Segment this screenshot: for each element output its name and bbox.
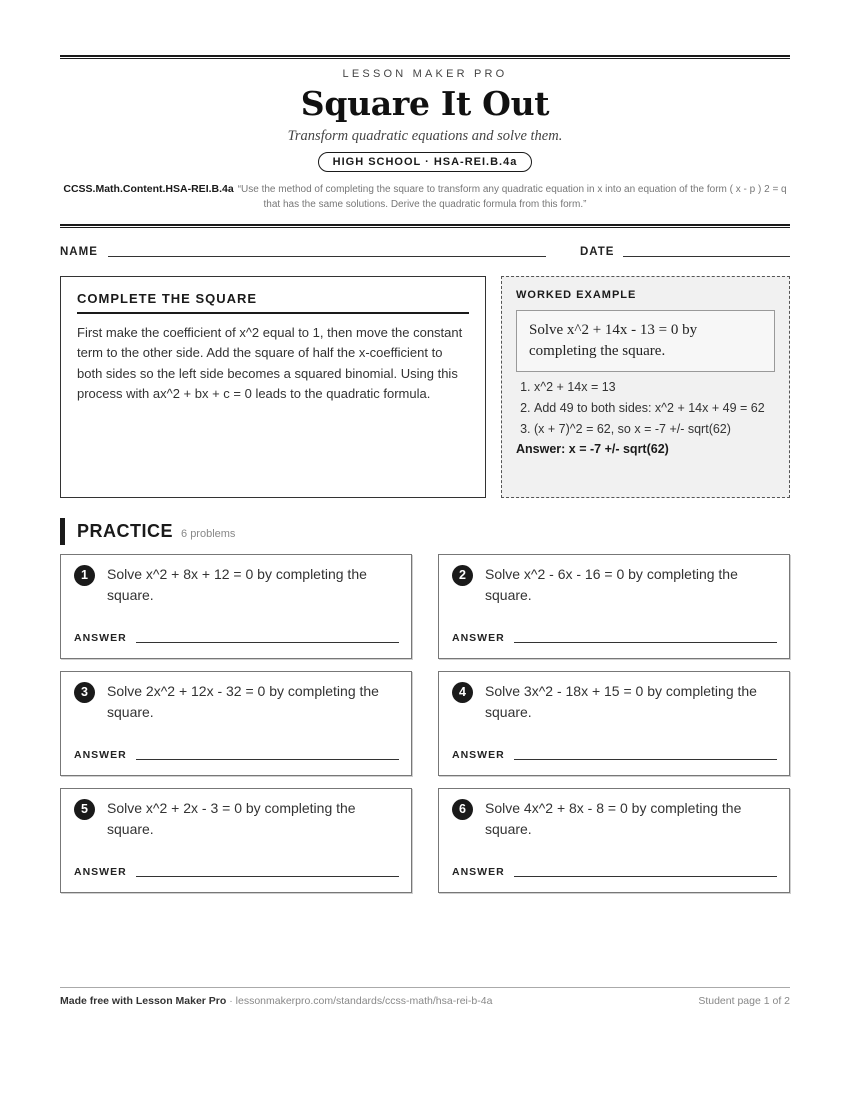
problem-card-4 bbox=[438, 671, 790, 776]
worksheet-title: Square It Out bbox=[300, 84, 550, 123]
worked-example-problem: Solve x^2 + 14x - 13 = 0 by completing the square. bbox=[516, 310, 775, 372]
problem-number-badge: 6 bbox=[452, 799, 473, 820]
level-badge-wrap bbox=[60, 152, 790, 172]
practice-heading-block bbox=[60, 518, 235, 545]
name-label: NAME bbox=[60, 246, 98, 258]
header-bottom-rule bbox=[60, 224, 790, 228]
worked-step: 3. (x + 7)^2 = 62, so x = -7 +/- sqrt(62) bbox=[534, 419, 775, 440]
footer-page-label: Student page 1 of 2 bbox=[698, 995, 790, 1007]
level-badge: HIGH SCHOOL · HSA-REI.B.4a bbox=[318, 152, 533, 172]
problem-text: Solve 3x^2 - 18x + 15 = 0 by completing the square. bbox=[485, 683, 757, 720]
concept-body: First make the coefficient of x^2 equal to 1, then move the constant term to the other side. Add the square of half the x-coefficient to both sides so the left side becomes a squared binomial. Using this process with ax^2 + bx + c = 0 leads to the quadratic formula. bbox=[77, 325, 463, 401]
answer-line[interactable] bbox=[136, 642, 399, 643]
date-label: DATE bbox=[580, 246, 615, 258]
answer-label: ANSWER bbox=[74, 632, 127, 644]
header-top-rule bbox=[60, 55, 790, 59]
problem-card-3 bbox=[60, 671, 412, 776]
problem-text: Solve x^2 + 8x + 12 = 0 by completing the square. bbox=[107, 566, 367, 603]
name-field-line[interactable] bbox=[108, 256, 546, 257]
answer-line[interactable] bbox=[514, 759, 777, 760]
date-field-line[interactable] bbox=[623, 256, 790, 257]
answer-line[interactable] bbox=[136, 759, 399, 760]
problem-number-badge: 5 bbox=[74, 799, 95, 820]
worked-example-box bbox=[501, 276, 790, 498]
footer-made-with: Made free with Lesson Maker Pro bbox=[60, 995, 227, 1007]
standard-code: CCSS.Math.Content.HSA-REI.B.4a bbox=[63, 183, 234, 195]
worksheet-subtitle: Transform quadratic equations and solve them. bbox=[287, 128, 563, 144]
practice-count: 6 problems bbox=[181, 528, 236, 540]
problem-number-badge: 2 bbox=[452, 565, 473, 586]
problem-number-badge: 1 bbox=[74, 565, 95, 586]
worked-step: 1. x^2 + 14x = 13 bbox=[534, 377, 775, 398]
problem-number-badge: 4 bbox=[452, 682, 473, 703]
worked-example-heading: WORKED EXAMPLE bbox=[516, 289, 637, 301]
footer-url[interactable]: · lessonmakerpro.com/standards/ccss-math/hsa-rei-b-4a bbox=[226, 995, 493, 1007]
problem-number-badge: 3 bbox=[74, 682, 95, 703]
brand-name: LESSON MAKER PRO bbox=[342, 68, 508, 80]
concept-heading: COMPLETE THE SQUARE bbox=[77, 291, 469, 314]
answer-line[interactable] bbox=[514, 642, 777, 643]
standard-statement bbox=[60, 182, 790, 212]
problem-text: Solve 4x^2 + 8x - 8 = 0 by completing the square. bbox=[485, 800, 742, 837]
worked-step: 2. Add 49 to both sides: x^2 + 14x + 49 = 62 bbox=[534, 398, 775, 419]
answer-label: ANSWER bbox=[74, 749, 127, 761]
answer-label: ANSWER bbox=[452, 749, 505, 761]
problem-card-1 bbox=[60, 554, 412, 659]
problem-card-2 bbox=[438, 554, 790, 659]
answer-label: ANSWER bbox=[452, 866, 505, 878]
practice-heading: PRACTICE bbox=[77, 521, 174, 541]
answer-label: ANSWER bbox=[74, 866, 127, 878]
problem-card-5 bbox=[60, 788, 412, 893]
problem-text: Solve 2x^2 + 12x - 32 = 0 by completing the square. bbox=[107, 683, 379, 720]
name-date-row bbox=[60, 246, 790, 262]
concept-box bbox=[60, 276, 486, 498]
worked-example-steps bbox=[516, 377, 775, 440]
problem-text: Solve x^2 - 6x - 16 = 0 by completing the square. bbox=[485, 566, 738, 603]
answer-line[interactable] bbox=[514, 876, 777, 877]
problem-text: Solve x^2 + 2x - 3 = 0 by completing the square. bbox=[107, 800, 356, 837]
footer-rule bbox=[60, 987, 790, 988]
answer-line[interactable] bbox=[136, 876, 399, 877]
footer bbox=[60, 995, 790, 1007]
problem-card-6 bbox=[438, 788, 790, 893]
worked-example-answer: Answer: x = -7 +/- sqrt(62) bbox=[516, 442, 669, 456]
standard-text: “Use the method of completing the square to transform any quadratic equation in x into an equation of the form ( x - p ) 2 = q that has the same solutions. Derive the quadratic formula from this form.” bbox=[237, 184, 787, 210]
answer-label: ANSWER bbox=[452, 632, 505, 644]
